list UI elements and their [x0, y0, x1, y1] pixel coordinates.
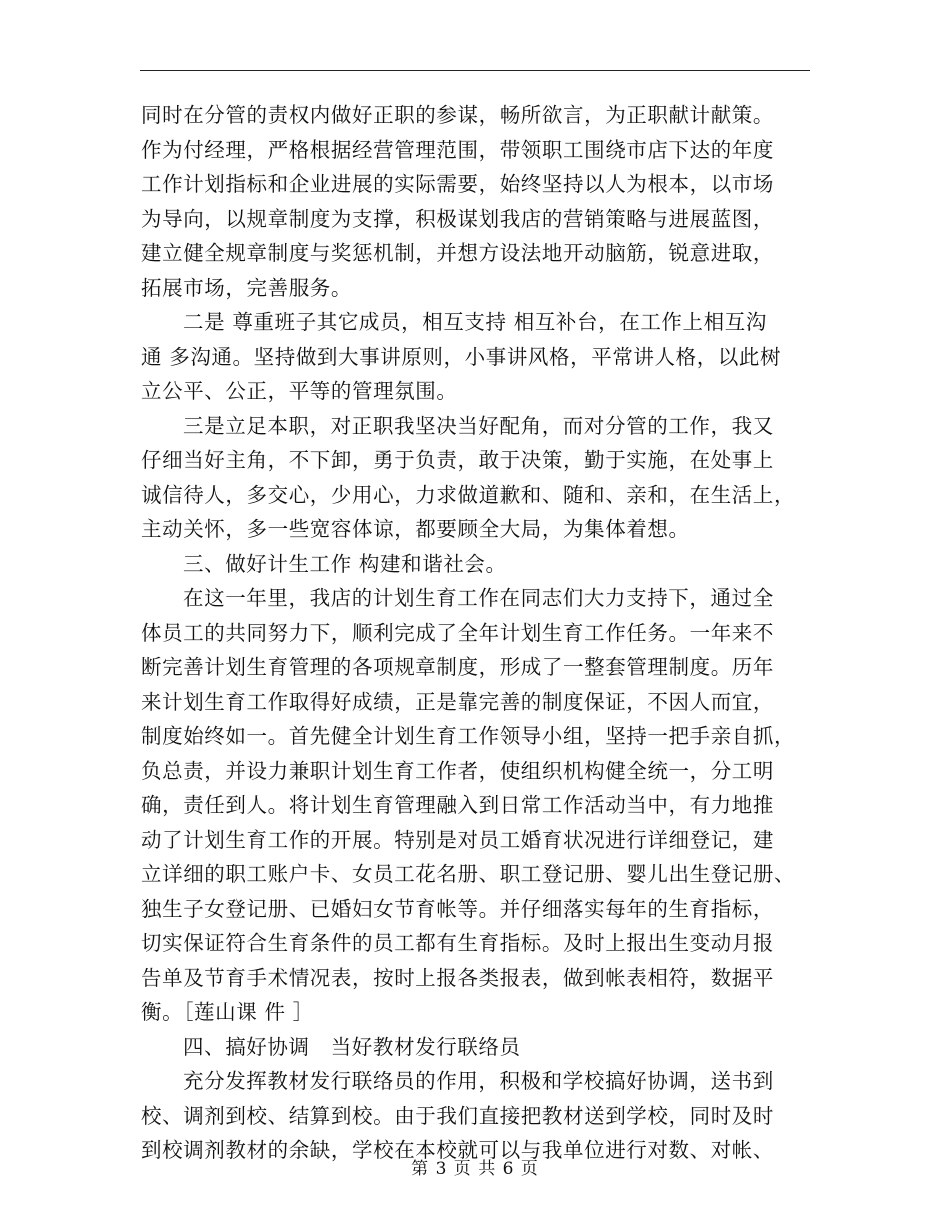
text-line: 为导向，以规章制度为支撑，积极谋划我店的营销策略与进展蓝图， — [141, 206, 774, 231]
text-line: 确，责任到人。将计划生育管理融入到日常工作活动当中，有力地推 — [141, 793, 774, 817]
text-line: 告单及节育手术情况表，按时上报各类报表，做到帐表相符，数据平 — [141, 965, 774, 990]
text-line: 校、调剂到校、结算到校。由于我们直接把教材送到学校，同时及时 — [141, 1103, 774, 1128]
text-line: 到校调剂教材的余缺，学校在本校就可以与我单位进行对数、对帐、 — [141, 1138, 774, 1162]
header-rule — [140, 70, 810, 71]
text-line: 二是 尊重班子其它成员，相互支持 相互补台，在工作上相互沟 — [183, 310, 767, 334]
text-line: 立详细的职工账户卡、女员工花名册、职工登记册、婴儿出生登记册、 — [141, 862, 796, 886]
text-line: 主动关怀，多一些宽容体谅，都要顾全大局，为集体着想。 — [141, 517, 690, 541]
text-line: 断完善计划生育管理的各项规章制度，形成了一整套管理制度。历年 — [141, 655, 774, 679]
text-line: 作为付经理，严格根据经营管理范围，带领职工围绕市店下达的年度 — [141, 137, 774, 162]
text-line: 动了计划生育工作的开展。特别是对员工婚育状况进行详细登记，建 — [141, 827, 774, 852]
text-line: 在这一年里，我店的计划生育工作在同志们大力支持下，通过全 — [183, 586, 774, 610]
text-line: 负总责，并设力兼职计划生育工作者，使组织机构健全统一，分工明 — [141, 758, 774, 783]
text-line: 拓展市场，完善服务。 — [141, 275, 352, 300]
text-line: 建立健全规章制度与奖惩机制，并想方设法地开动脑筋，锐意进取， — [141, 241, 774, 265]
text-line: 来计划生育工作取得好成绩，正是靠完善的制度保证，不因人而宜， — [141, 689, 774, 714]
text-line: 衡。［莲山课 件 ］ — [141, 1000, 314, 1024]
text-line: 通 多沟通。坚持做到大事讲原则，小事讲风格，平常讲人格，以此树 — [141, 344, 782, 369]
text-line: 独生子女登记册、已婚妇女节育帐等。并仔细落实每年的生育指标， — [141, 896, 774, 921]
text-line: 工作计划指标和企业进展的实际需要，始终坚持以人为根本，以市场 — [141, 172, 774, 196]
text-line: 立公平、公正，平等的管理氛围。 — [141, 379, 458, 403]
document-body — [141, 98, 813, 1168]
text-line: 体员工的共同努力下，顺利完成了全年计划生育工作任务。一年来不 — [141, 620, 774, 645]
text-line: 仔细当好主角，不下卸，勇于负责，敢于决策，勤于实施，在处事上 — [141, 448, 774, 472]
page-number-footer: 第 3 页 共 6 页 — [411, 1159, 539, 1179]
text-line: 诚信待人，多交心，少用心，力求做道歉和、随和、亲和，在生活上， — [141, 482, 796, 507]
text-line: 同时在分管的责权内做好正职的参谋，畅所欲言，为正职献计献策。 — [141, 103, 774, 127]
text-line: 充分发挥教材发行联络员的作用，积极和学校搞好协调，送书到 — [183, 1069, 774, 1093]
text-line: 三、做好计生工作 构建和谐社会。 — [183, 551, 507, 576]
text-line: 三是立足本职，对正职我坚决当好配角，而对分管的工作，我又 — [183, 413, 774, 438]
text-line: 切实保证符合生育条件的员工都有生育指标。及时上报出生变动月报 — [141, 931, 774, 955]
text-line: 四、搞好协调 当好教材发行联络员 — [183, 1034, 521, 1059]
text-line: 制度始终如一。首先健全计划生育工作领导小组，坚持一把手亲自抓， — [141, 724, 796, 748]
